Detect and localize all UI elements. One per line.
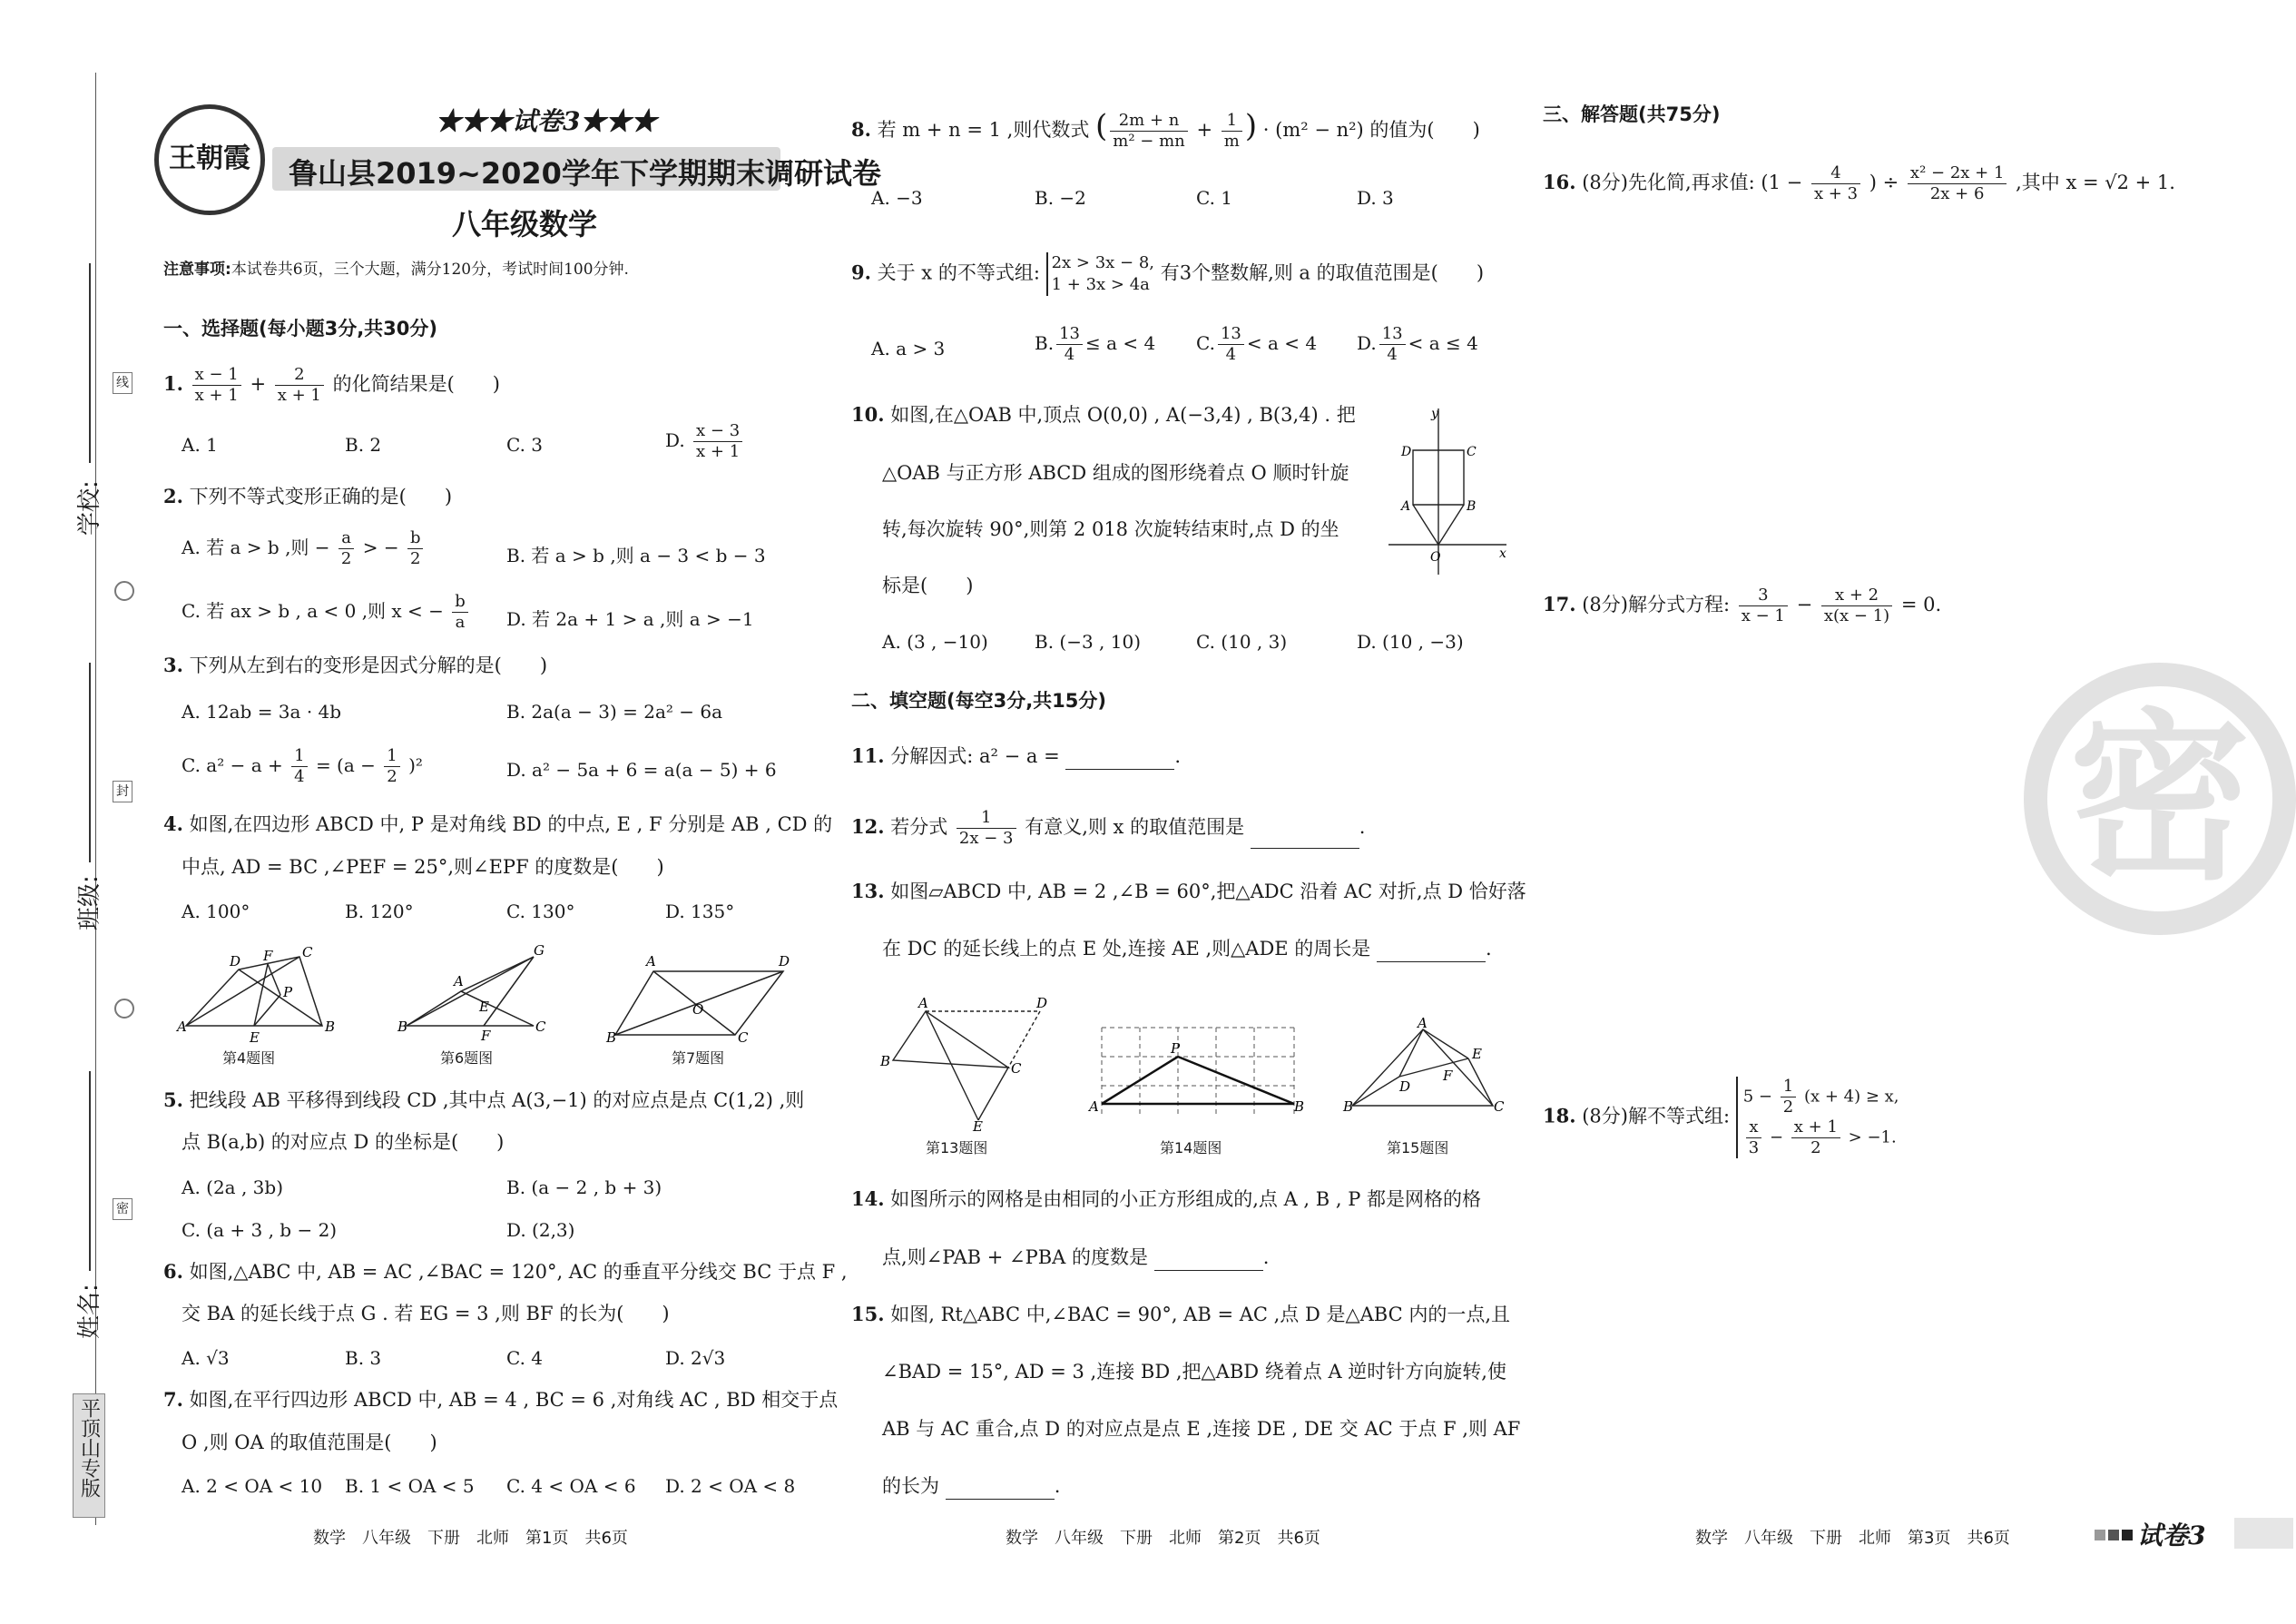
q10-line2: △OAB 与正方形 ABCD 组成的图形绕着点 O 顺时针旋 — [882, 462, 1349, 484]
fig10-label-a: A — [1401, 499, 1411, 514]
q12-t2: 有意义,则 x 的取值范围是 — [1025, 816, 1245, 838]
q3-c-frac2 — [384, 746, 399, 787]
q10-option-d[interactable]: D. (10 , −3) — [1357, 631, 1464, 653]
q1-option-a[interactable]: A. 1 — [182, 434, 218, 456]
exam-title: 鲁山县2019~2020学年下学期期末调研试卷 — [289, 156, 881, 191]
q14-answer-blank[interactable] — [1154, 1252, 1263, 1271]
q2-option-b[interactable]: B. 若 a > b ,则 a − 3 < b − 3 — [506, 545, 766, 566]
q4-line1 — [163, 811, 832, 838]
q18-l2d1: 3 — [1748, 1138, 1760, 1157]
footer-badge: 试卷3 — [2137, 1521, 2206, 1550]
q13-line2-text: 在 DC 的延长线上的点 E 处,连接 AE ,则△ADE 的周长是 — [882, 938, 1371, 960]
fig10-label-d: D — [1401, 445, 1412, 459]
q14-line1-text: 如图所示的网格是由相同的小正方形组成的,点 A , B , P 都是网格的格 — [890, 1188, 1482, 1210]
q12-num: 12. — [851, 815, 885, 838]
fig13-label-b: B — [880, 1053, 891, 1069]
q9-d-pre: D. — [1357, 332, 1377, 354]
fig15-label-b: B — [1343, 1098, 1354, 1115]
q2 — [163, 483, 452, 510]
q8-fn2: 1 — [1222, 111, 1242, 132]
q10-line1-text: 如图,在△OAB 中,顶点 O(0,0) , A(−3,4) , B(3,4) . 把 — [890, 404, 1356, 426]
fig10-label-b: B — [1467, 499, 1477, 514]
q9 — [851, 252, 1484, 296]
edition-label: 平顶山专版 — [77, 1398, 101, 1498]
q1-d-label: D. — [665, 429, 685, 451]
q14-line1 — [851, 1186, 1481, 1213]
q2-a2: > − — [362, 536, 399, 558]
q2-cn: b — [452, 592, 468, 613]
figure-q7 — [606, 944, 788, 1044]
q2-c1: C. 若 ax > b , a < 0 ,则 x < − — [182, 600, 444, 622]
section2-title: 二、填空题(每空3分,共15分) — [851, 690, 1107, 712]
q6-line2: 交 BA 的延长线于点 G . 若 EG = 3 ,则 BF 的长为( ) — [182, 1303, 670, 1324]
q1-f2d: x + 1 — [277, 386, 321, 405]
q18-l2b: > −1. — [1848, 1127, 1897, 1147]
q16-frac2 — [1908, 163, 2007, 204]
q8-option-d[interactable]: D. 3 — [1357, 187, 1394, 209]
q16-fd1: x + 3 — [1813, 184, 1859, 203]
q2-cd: a — [455, 613, 466, 632]
q17-t2: = 0. — [1900, 594, 1942, 615]
q2-an1: a — [339, 528, 354, 549]
q1-frac1 — [192, 365, 241, 406]
q17-fd2: x(x − 1) — [1823, 606, 1890, 625]
fig7-label-o: O — [692, 1001, 704, 1018]
q9-b-pre: B. — [1035, 332, 1055, 354]
q15-line4-text: 的长为 — [882, 1475, 939, 1497]
fig6-label-c: C — [535, 1019, 546, 1035]
q16-fn2: x² − 2x + 1 — [1908, 163, 2007, 184]
seal-feng: 封 — [113, 781, 132, 802]
q9-option-c[interactable] — [1196, 324, 1317, 365]
edition-box — [73, 1393, 105, 1518]
figure-q15 — [1343, 1015, 1506, 1115]
q7-option-d[interactable]: D. 2 < OA < 8 — [665, 1475, 796, 1497]
logo-text: 王朝霞 — [169, 143, 250, 174]
q4-line2: 中点, AD = BC ,∠PEF = 25°,则∠EPF 的度数是( ) — [182, 856, 664, 878]
fig13-label-d: D — [1036, 995, 1048, 1011]
fig13-label-c: C — [1011, 1060, 1022, 1077]
q12-fd: 2x − 3 — [958, 829, 1014, 848]
q17-fd1: x − 1 — [1741, 606, 1785, 625]
q11-num: 11. — [851, 744, 885, 767]
q2-option-d[interactable]: D. 若 2a + 1 > a ,则 a > −1 — [506, 608, 754, 630]
logo-icon — [154, 104, 265, 215]
q16-t1: (8分)先化简,再求值: — [1582, 172, 1755, 193]
q1-f2n: 2 — [275, 365, 324, 386]
q9-d-fn: 13 — [1379, 324, 1406, 345]
fig7-label-a: A — [646, 953, 656, 969]
q7-line2: O ,则 OA 的取值范围是( ) — [182, 1432, 437, 1453]
q8-plus: + — [1196, 119, 1213, 141]
fig15-label-e: E — [1472, 1046, 1482, 1062]
q18-l1a: 5 − — [1742, 1087, 1773, 1107]
q3-text: 下列从左到右的变形是因式分解的是( ) — [189, 655, 548, 676]
q8-fn1: 2m + n — [1110, 111, 1187, 132]
q6-option-d[interactable]: D. 2√3 — [665, 1347, 726, 1369]
school-label: 学校: — [76, 480, 103, 536]
q3-c3: )² — [408, 754, 423, 776]
q3-cn: 1 — [291, 746, 307, 767]
q13-line1 — [851, 878, 1526, 905]
fig15-label-d: D — [1399, 1078, 1411, 1095]
q16-fn1: 4 — [1811, 163, 1860, 184]
q16-fd2: 2x + 6 — [1929, 184, 1985, 203]
figure-q10 — [1388, 407, 1511, 579]
q12-frac — [957, 808, 1016, 849]
q8-option-c[interactable]: C. 1 — [1196, 187, 1233, 209]
q18-l2d2: 2 — [1810, 1138, 1821, 1157]
fig6-label-f: F — [481, 1028, 491, 1044]
footer-badge-bar — [2234, 1518, 2293, 1549]
q5-option-c[interactable]: C. (a + 3 , b − 2) — [182, 1219, 338, 1241]
q9-b-fn: 13 — [1056, 324, 1083, 345]
fig15-label-f: F — [1443, 1068, 1453, 1084]
caption-fig13: 第13题图 — [926, 1139, 988, 1156]
q1-plus: + — [250, 373, 267, 395]
q4-option-a[interactable]: A. 100° — [182, 901, 250, 922]
q1-f1n: x − 1 — [192, 365, 241, 386]
q3-c2: = (a − — [315, 754, 376, 776]
q13-num: 13. — [851, 880, 885, 902]
q1-frac2 — [275, 365, 324, 406]
fig14-label-a: A — [1089, 1098, 1099, 1115]
q9-d-frac — [1379, 324, 1406, 365]
q6-line1 — [163, 1258, 848, 1285]
school-underline — [89, 263, 91, 463]
q7-option-c[interactable]: C. 4 < OA < 6 — [506, 1475, 636, 1497]
q3-option-b[interactable]: B. 2a(a − 3) = 2a² − 6a — [506, 701, 723, 723]
q15-num: 15. — [851, 1303, 885, 1325]
q3-cn2: 1 — [384, 746, 399, 767]
class-underline — [89, 663, 91, 862]
fig4-label-b: B — [325, 1019, 336, 1035]
fig4-label-c: C — [302, 944, 313, 960]
q18-l1n: 1 — [1781, 1077, 1796, 1097]
q14-num: 14. — [851, 1187, 885, 1210]
q8-fd1: m² − mn — [1113, 132, 1185, 151]
fig4-label-p: P — [283, 984, 293, 1000]
q5-option-b[interactable]: B. (a − 2 , b + 3) — [506, 1176, 662, 1198]
q4-line1-text: 如图,在四边形 ABCD 中, P 是对角线 BD 的中点, E , F 分别是 AB , CD 的 — [189, 813, 833, 835]
q2-ad1: 2 — [340, 549, 352, 568]
q9-t2: 有3个整数解,则 a 的取值范围是( ) — [1160, 261, 1485, 284]
q18-num: 18. — [1543, 1104, 1576, 1127]
series-title: ★★★试卷3★★★ — [436, 106, 657, 136]
q16-num: 16. — [1543, 171, 1576, 193]
q8-option-b[interactable]: B. −2 — [1035, 187, 1086, 209]
q18-l2n2: x + 1 — [1791, 1117, 1840, 1138]
footer-page1: 数学 八年级 下册 北师 第1页 共6页 — [313, 1529, 628, 1548]
q17-frac1 — [1739, 586, 1788, 626]
q10-option-a[interactable]: A. (3 , −10) — [882, 631, 988, 653]
q9-b-frac — [1056, 324, 1083, 365]
q13-line1-text: 如图▱ABCD 中, AB = 2 ,∠B = 60°,把△ADC 沿着 AC 对折,点 D 恰好落 — [890, 881, 1526, 902]
q15-line4 — [882, 1472, 1060, 1500]
fig10-label-x: x — [1499, 546, 1506, 561]
q15-line1-text: 如图, Rt△ABC 中,∠BAC = 90°, AB = AC ,点 D 是△ABC 内的一点,且 — [890, 1304, 1511, 1325]
q18-l2n1: x — [1746, 1117, 1761, 1138]
q4-option-d[interactable]: D. 135° — [665, 901, 735, 922]
q10-option-b[interactable]: B. (−3 , 10) — [1035, 631, 1142, 653]
q9-s2: 1 + 3x > 4a — [1051, 275, 1150, 294]
q3-option-d[interactable]: D. a² − 5a + 6 = a(a − 5) + 6 — [506, 759, 777, 781]
footer-page3: 数学 八年级 下册 北师 第3页 共6页 — [1695, 1529, 2010, 1548]
q6-line1-text: 如图,△ABC 中, AB = AC ,∠BAC = 120°, AC 的垂直平分线交 BC 于点 F , — [189, 1261, 848, 1283]
q18-l2-frac2 — [1791, 1117, 1840, 1158]
q8: 8. 若 m + n = 1 ,则代数式 ( $\frac{2m + n}{\text{m² − mn}}$ + $\frac{1}{m}$ ) · (m² − n²) 的值为( ) — [851, 108, 1480, 151]
q7-option-a[interactable]: A. 2 < OA < 10 — [182, 1475, 323, 1497]
q8-num: 8. — [851, 118, 871, 141]
q12-end: . — [1359, 816, 1366, 838]
q12 — [851, 808, 1365, 849]
section1-title: 一、选择题(每小题3分,共30分) — [163, 318, 438, 340]
figure-q14 — [1089, 1020, 1307, 1120]
q15-line1 — [851, 1301, 1510, 1328]
q12-answer-blank[interactable] — [1251, 830, 1359, 849]
q3 — [163, 652, 547, 679]
q16-p1: (1 − — [1761, 172, 1803, 193]
q11 — [851, 743, 1181, 770]
q1-option-d[interactable] — [665, 421, 745, 462]
q6-option-c[interactable]: C. 4 — [506, 1347, 544, 1369]
figure-q13 — [878, 995, 1060, 1135]
q9-b-fd: 4 — [1064, 345, 1075, 364]
notice-text: 本试卷共6页，三个大题，满分120分，考试时间100分钟. — [231, 261, 629, 279]
q5-line1 — [163, 1087, 804, 1114]
q16 — [1543, 163, 2175, 204]
q1-option-c[interactable]: C. 3 — [506, 434, 544, 456]
q8-t2: · (m² − n²) 的值为( ) — [1262, 119, 1480, 141]
q9-d-post: < a ≤ 4 — [1408, 332, 1478, 354]
seal-mi: 密 — [113, 1198, 132, 1220]
q9-num: 9. — [851, 261, 871, 284]
q17-answer-area[interactable] — [1543, 640, 1997, 1039]
q9-c-fn: 13 — [1218, 324, 1244, 345]
q2-a1: A. 若 a > b ,则 − — [182, 536, 330, 558]
q3-c-frac1 — [291, 746, 307, 787]
q9-option-b[interactable] — [1035, 324, 1155, 365]
q6-option-a[interactable]: A. √3 — [182, 1347, 230, 1369]
q13-line2 — [882, 935, 1492, 962]
caption-fig6: 第6题图 — [440, 1049, 494, 1067]
q9-c-post: < a < 4 — [1246, 332, 1318, 354]
fig4-label-f: F — [263, 948, 273, 964]
fig4-label-d: D — [230, 953, 241, 969]
q9-c-fd: 4 — [1225, 345, 1237, 364]
q10-line4: 标是( ) — [882, 575, 974, 596]
name-underline — [89, 1071, 91, 1271]
section3-title: 三、解答题(共75分) — [1543, 103, 1721, 125]
notice — [163, 256, 629, 279]
q1-option-b[interactable]: B. 2 — [345, 434, 382, 456]
q7-option-b[interactable]: B. 1 < OA < 5 — [345, 1475, 475, 1497]
q18-answer-area[interactable] — [1543, 1171, 1997, 1507]
fig4-label-e: E — [250, 1029, 260, 1046]
q1-text: 的化简结果是( ) — [332, 373, 500, 395]
q18-l1-frac — [1781, 1077, 1796, 1117]
q13-end: . — [1485, 938, 1492, 960]
watermark-text: 密 — [2068, 694, 2251, 905]
q15-line2: ∠BAD = 15°, AD = 3 ,连接 BD ,把△ABD 绕着点 A 逆时针方向旋转,使 — [882, 1361, 1506, 1383]
q5-num: 5. — [163, 1088, 183, 1111]
q3-num: 3. — [163, 654, 183, 676]
q3-cd: 4 — [294, 767, 305, 786]
fig6-label-b: B — [397, 1019, 408, 1035]
q3-c1: C. a² − a + — [182, 754, 283, 776]
q16-frac1 — [1811, 163, 1860, 204]
q9-c-pre: C. — [1196, 332, 1215, 354]
fig7-label-b: B — [606, 1029, 617, 1046]
q6-option-b[interactable]: B. 3 — [345, 1347, 382, 1369]
fig7-label-c: C — [738, 1029, 749, 1046]
q18 — [1543, 1077, 1899, 1158]
q10-line3: 转,每次旋转 90°,则第 2 018 次旋转结束时,点 D 的坐 — [882, 518, 1339, 540]
q13-answer-blank[interactable] — [1377, 943, 1486, 962]
q9-t1: 关于 x 的不等式组: — [877, 261, 1040, 284]
q17-t1: (8分)解分式方程: — [1582, 594, 1731, 615]
q18-l1d: 2 — [1782, 1097, 1794, 1117]
q14-end: . — [1262, 1246, 1270, 1268]
q10-option-c[interactable]: C. (10 , 3) — [1196, 631, 1288, 653]
q2-c-frac — [452, 592, 468, 633]
q2-num: 2. — [163, 485, 183, 507]
fig10-label-o: O — [1430, 550, 1441, 565]
q3-cd2: 2 — [387, 767, 397, 786]
q10-num: 10. — [851, 403, 885, 426]
q2-option-a[interactable] — [182, 528, 426, 569]
q8-frac2 — [1222, 111, 1242, 152]
subject-title: 八年级数学 — [452, 207, 598, 241]
q2-an2: b — [407, 528, 424, 549]
fig14-label-b: B — [1294, 1098, 1305, 1115]
q8-fd2: m — [1223, 132, 1240, 151]
fig6-label-e: E — [479, 999, 489, 1015]
q4-option-c[interactable]: C. 130° — [506, 901, 575, 922]
q14-line2-text: 点,则∠PAB + ∠PBA 的度数是 — [882, 1246, 1149, 1268]
caption-fig7: 第7题图 — [672, 1049, 725, 1067]
q1 — [163, 365, 500, 406]
punch-hole-icon — [114, 999, 134, 1019]
q2-ad2: 2 — [409, 549, 421, 568]
fig6-label-a: A — [454, 973, 464, 989]
q1-dd: x + 1 — [696, 442, 741, 461]
q17 — [1543, 586, 1941, 626]
caption-fig4: 第4题图 — [222, 1049, 276, 1067]
caption-fig15: 第15题图 — [1387, 1139, 1449, 1156]
q18-l2m: − — [1769, 1127, 1784, 1147]
q9-d-fd: 4 — [1387, 345, 1398, 364]
q4-option-b[interactable]: B. 120° — [345, 901, 414, 922]
fig4-label-a: A — [177, 1019, 187, 1035]
q18-t1: (8分)解不等式组: — [1582, 1105, 1731, 1127]
q9-option-d[interactable] — [1357, 324, 1478, 365]
q16-p2: ) ÷ — [1869, 172, 1899, 193]
q8-option-a[interactable]: A. −3 — [871, 187, 923, 209]
punch-hole-icon — [114, 581, 134, 601]
q12-fn: 1 — [957, 808, 1016, 829]
fig7-label-d: D — [779, 953, 790, 969]
q2-text: 下列不等式变形正确的是( ) — [189, 486, 453, 507]
fig13-label-e: E — [973, 1118, 983, 1135]
name-label: 姓名: — [76, 1284, 103, 1339]
q17-minus: − — [1796, 594, 1813, 615]
q3-option-c[interactable] — [182, 746, 423, 787]
q5-line1-text: 把线段 AB 平移得到线段 CD ,其中点 A(3,−1) 的对应点是点 C(1,2) ,则 — [189, 1089, 805, 1111]
q17-frac2 — [1821, 586, 1892, 626]
q5-line2: 点 B(a,b) 的对应点 D 的坐标是( ) — [182, 1131, 505, 1153]
q3-option-a[interactable]: A. 12ab = 3a · 4b — [182, 701, 342, 723]
q1-d-frac — [693, 421, 742, 462]
fig15-label-a: A — [1418, 1015, 1428, 1031]
q5-option-a[interactable]: A. (2a , 3b) — [182, 1176, 284, 1198]
class-label: 班级: — [76, 875, 103, 930]
q15-answer-blank[interactable] — [946, 1481, 1055, 1500]
q12-t1: 若分式 — [890, 816, 948, 838]
fig14-label-p: P — [1171, 1040, 1181, 1057]
q14-line2 — [882, 1244, 1269, 1271]
q15-line3: AB 与 AC 重合,点 D 的对应点是点 E ,连接 DE , DE 交 AC 于点 F ,则 AF — [882, 1418, 1521, 1440]
q1-f1d: x + 1 — [194, 386, 239, 405]
q7-num: 7. — [163, 1388, 183, 1411]
figure-q6 — [397, 944, 552, 1044]
fig10-label-c: C — [1467, 445, 1477, 459]
caption-fig14: 第14题图 — [1160, 1139, 1222, 1156]
q6-num: 6. — [163, 1260, 183, 1283]
q7-line1-text: 如图,在平行四边形 ABCD 中, AB = 4 , BC = 6 ,对角线 AC , BD 相交于点 — [189, 1389, 839, 1411]
q9-s1: 2x > 3x − 8, — [1051, 253, 1155, 272]
fig10-label-y: y — [1431, 407, 1438, 421]
q11-answer-blank[interactable] — [1065, 751, 1174, 770]
q18-l2-frac1 — [1746, 1117, 1761, 1158]
seal-xian: 线 — [113, 372, 132, 394]
q1-num: 1. — [163, 372, 183, 395]
footer-page2: 数学 八年级 下册 北师 第2页 共6页 — [1006, 1529, 1320, 1548]
q8-frac1 — [1110, 111, 1187, 152]
q2-option-c[interactable] — [182, 592, 471, 633]
q9-c-frac — [1218, 324, 1244, 365]
fig13-label-a: A — [918, 995, 928, 1011]
q2-a-frac2 — [407, 528, 424, 569]
q4-num: 4. — [163, 812, 183, 835]
q17-fn2: x + 2 — [1821, 586, 1892, 606]
q16-answer-area[interactable] — [1543, 218, 2178, 563]
q15-end: . — [1054, 1475, 1061, 1497]
q16-t2: ,其中 x = √2 + 1. — [2016, 172, 2175, 193]
figure-q4 — [177, 944, 340, 1044]
q1-dn: x − 3 — [693, 421, 742, 442]
watermark-seal — [2024, 663, 2296, 935]
q11-end: . — [1174, 745, 1182, 767]
fig15-label-c: C — [1494, 1098, 1505, 1115]
q9-option-a[interactable]: A. a > 3 — [871, 338, 946, 359]
q10-line1 — [851, 401, 1356, 428]
q18-l1b: (x + 4) ≥ x, — [1803, 1087, 1899, 1107]
q2-a-frac1 — [339, 528, 354, 569]
q5-option-d[interactable]: D. (2,3) — [506, 1219, 575, 1241]
q8-t1: 若 m + n = 1 ,则代数式 — [877, 119, 1090, 141]
q11-text: 分解因式: a² − a = — [890, 745, 1060, 767]
fig6-label-g: G — [534, 942, 545, 959]
footer-badge-dots — [2095, 1527, 2133, 1544]
notice-label: 注意事项: — [163, 261, 231, 279]
q7-line1 — [163, 1386, 838, 1413]
q17-num: 17. — [1543, 593, 1576, 615]
q17-fn1: 3 — [1739, 586, 1788, 606]
q9-b-post: ≤ a < 4 — [1084, 332, 1156, 354]
